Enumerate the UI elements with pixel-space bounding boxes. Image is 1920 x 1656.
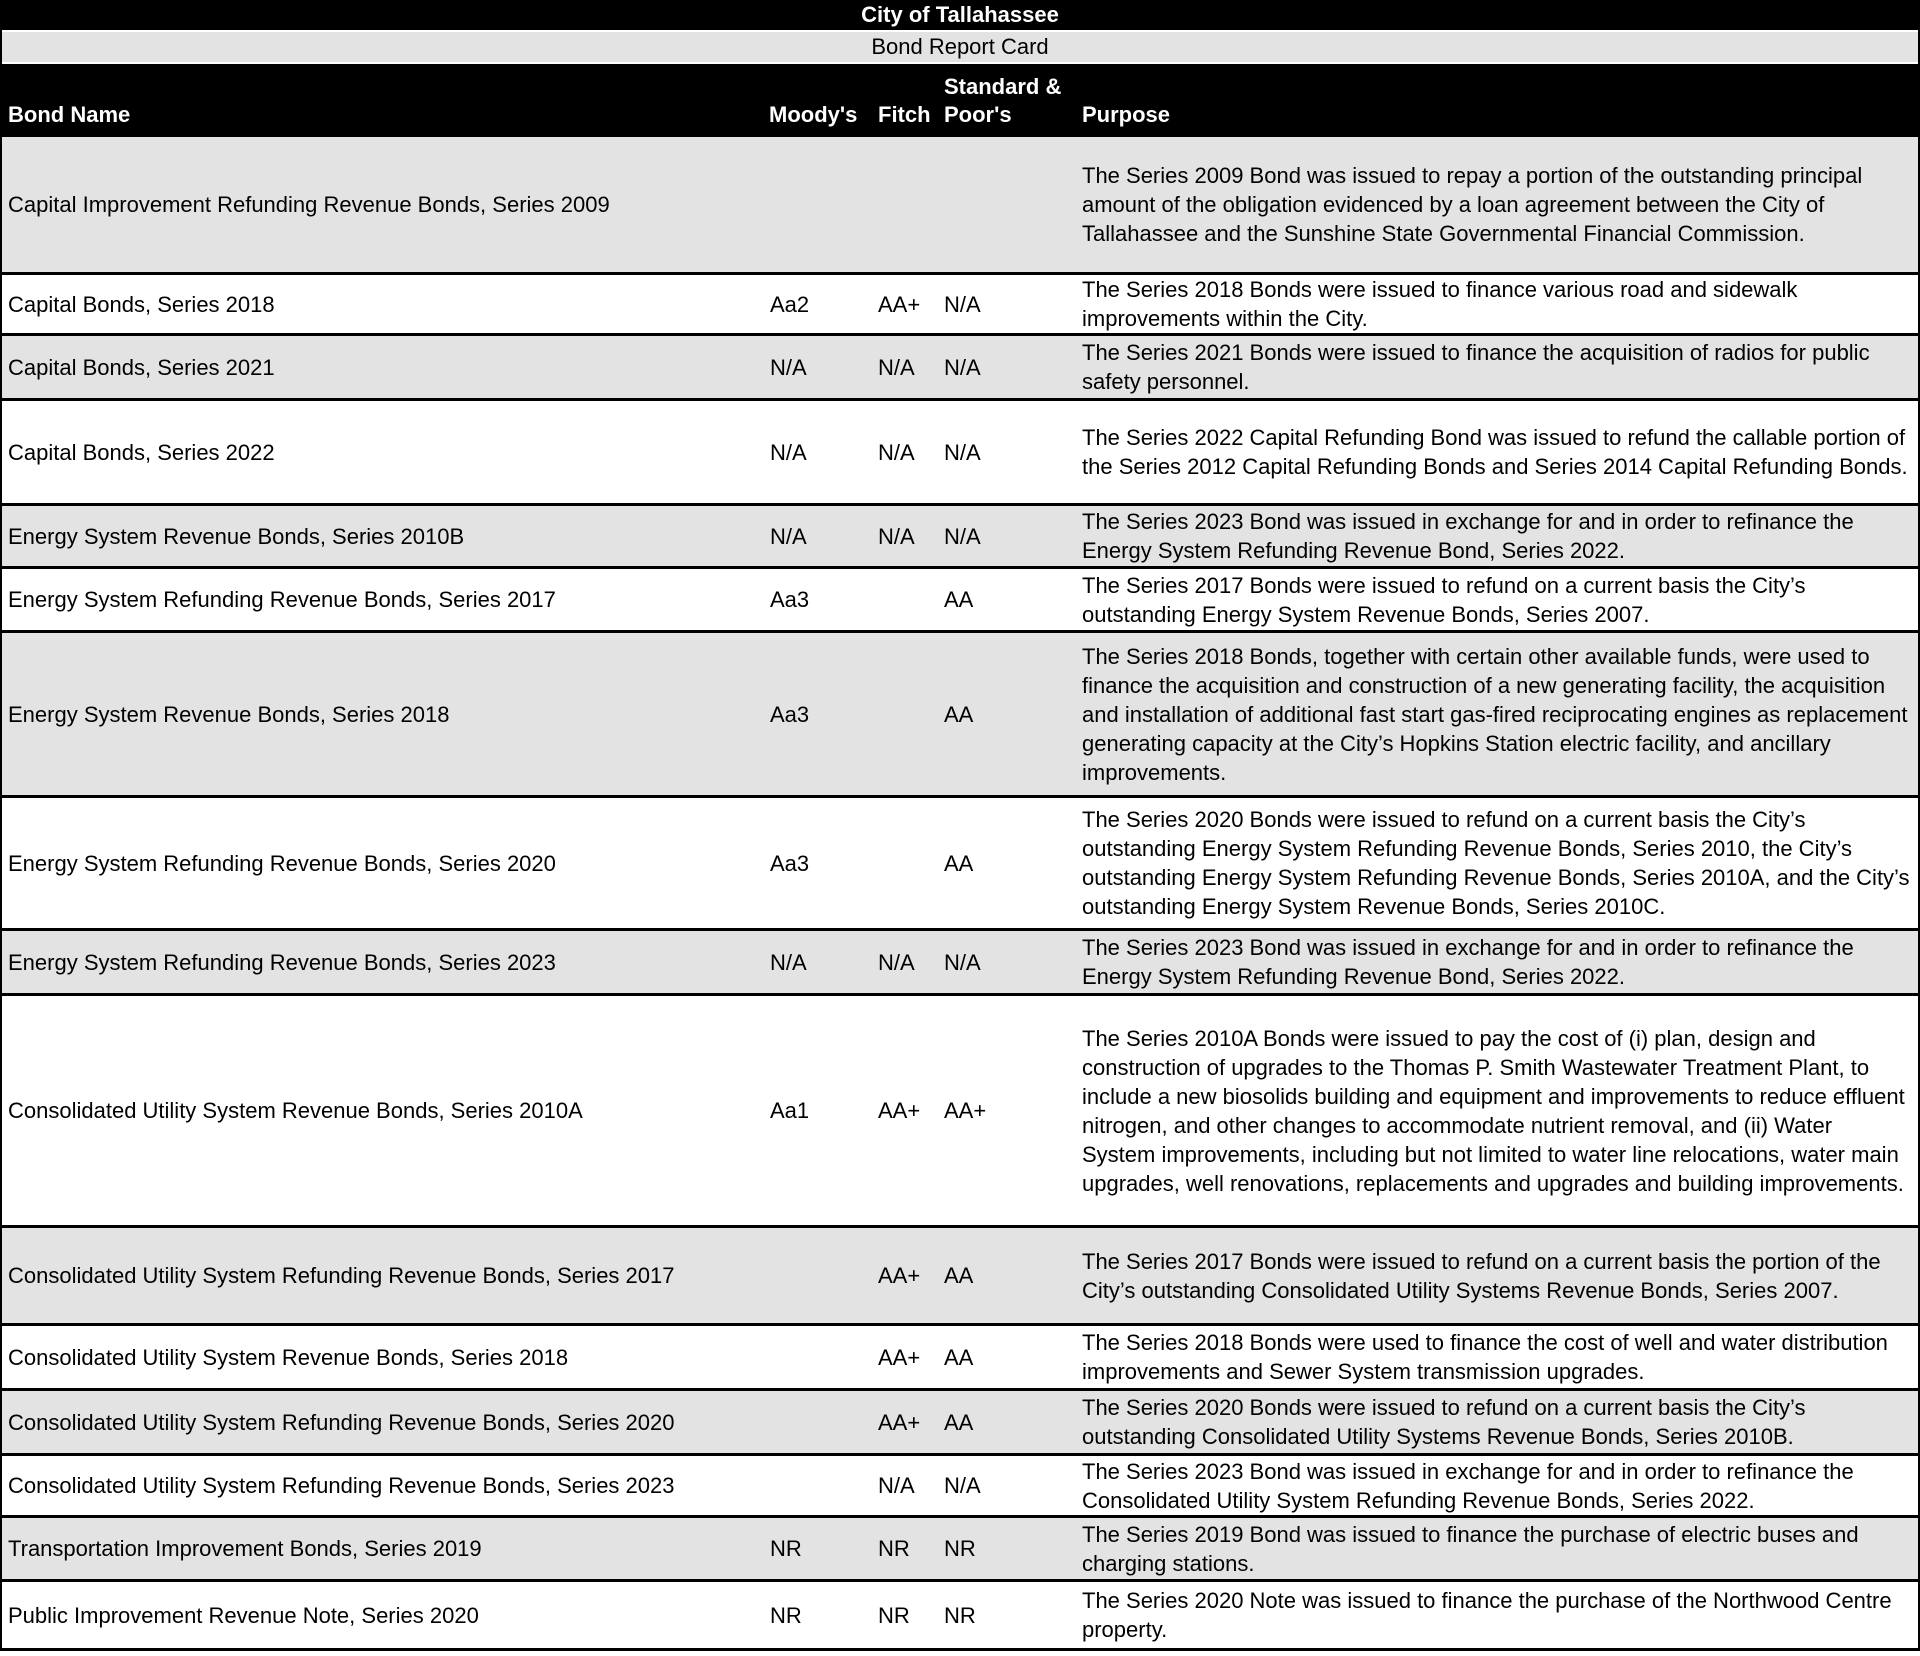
- moodys-rating-cell: [764, 931, 872, 993]
- column-header-bond-name: Bond Name: [8, 102, 131, 127]
- bond-name-cell: [2, 1391, 764, 1453]
- fitch-rating-value: AA+: [878, 1409, 921, 1435]
- fitch-rating-value: N/A: [878, 949, 915, 975]
- standard-and-poors-rating-cell: [938, 137, 1074, 272]
- standard-and-poors-rating-value: N/A: [944, 523, 981, 549]
- bond-name-cell: [2, 931, 764, 993]
- purpose-cell: [1074, 931, 1918, 993]
- purpose-cell: [1074, 1326, 1918, 1388]
- fitch-rating-value: AA+: [878, 1263, 921, 1288]
- bond-name-cell: [2, 1518, 764, 1579]
- standard-and-poors-rating-value: NR: [944, 1602, 976, 1628]
- report-subtitle: [2, 32, 1918, 62]
- moodys-rating-cell: [764, 1518, 872, 1579]
- standard-and-poors-rating-cell: [938, 1326, 1074, 1388]
- standard-and-poors-rating-cell: [938, 1582, 1074, 1648]
- column-header-purpose: Purpose: [1082, 102, 1171, 127]
- fitch-rating-cell: [872, 336, 938, 398]
- purpose-cell: [1074, 1456, 1918, 1515]
- fitch-rating-value: AA+: [878, 1344, 921, 1370]
- purpose-text: The Series 2009 Bond was issued to repay a portion of the outstanding principal amount of the obligation evidenced by a loan agreement between the City of Tallahassee and the Sunshine State Governmental Financial Commission.: [1082, 163, 1863, 246]
- fitch-rating-value: AA+: [878, 1098, 921, 1123]
- standard-and-poors-rating-cell: [938, 1391, 1074, 1453]
- moodys-rating-value: NR: [770, 1536, 802, 1561]
- moodys-rating-cell: [764, 1456, 872, 1515]
- standard-and-poors-rating-cell: [938, 275, 1074, 333]
- standard-and-poors-rating-value: N/A: [944, 439, 981, 465]
- purpose-text: The Series 2020 Bonds were issued to refund on a current basis the City’s outstanding Energy System Refunding Revenue Bonds, Series 2010, the City’s outstanding Energy System Refunding Revenue Bonds, Series 2010A, and the City’s outstanding Energy System Revenue Bonds, Series 2010C.: [1082, 807, 1910, 919]
- fitch-rating-cell: [872, 1456, 938, 1515]
- moodys-rating-cell: [764, 336, 872, 398]
- bond-name-cell: [2, 506, 764, 566]
- bond-name-cell: [2, 1326, 764, 1388]
- purpose-text: The Series 2018 Bonds were issued to finance various road and sidewalk improvements within the City.: [1082, 277, 1798, 331]
- standard-and-poors-rating-value: AA: [944, 587, 974, 612]
- fitch-rating-cell: [872, 798, 938, 928]
- column-header-moodys: Moody's: [769, 102, 858, 127]
- table-row: [2, 333, 1918, 398]
- table-row: [2, 993, 1918, 1225]
- purpose-text: The Series 2017 Bonds were issued to refund on a current basis the City’s outstanding Energy System Revenue Bonds, Series 2007.: [1082, 572, 1806, 627]
- bond-name-text: Capital Bonds, Series 2018: [8, 291, 275, 317]
- moodys-rating-cell: [764, 401, 872, 503]
- standard-and-poors-rating-value: AA+: [944, 1098, 987, 1123]
- table-row: [2, 398, 1918, 503]
- fitch-rating-cell: [872, 931, 938, 993]
- moodys-rating-cell: [764, 137, 872, 272]
- table-row: [2, 795, 1918, 928]
- moodys-rating-cell: [764, 1391, 872, 1453]
- purpose-cell: [1074, 1228, 1918, 1323]
- bond-name-text: Capital Bonds, Series 2022: [8, 439, 275, 465]
- table-row: [2, 928, 1918, 993]
- fitch-rating-value: N/A: [878, 439, 915, 465]
- bond-name-text: Consolidated Utility System Refunding Revenue Bonds, Series 2017: [8, 1263, 675, 1288]
- bond-name-text: Consolidated Utility System Revenue Bonds, Series 2018: [8, 1344, 569, 1370]
- moodys-rating-value: N/A: [770, 354, 807, 380]
- bond-name-cell: [2, 633, 764, 795]
- bond-name-cell: [2, 1582, 764, 1648]
- bond-name-cell: [2, 798, 764, 928]
- purpose-cell: [1074, 336, 1918, 398]
- fitch-rating-value: NR: [878, 1536, 910, 1561]
- fitch-rating-cell: [872, 1228, 938, 1323]
- fitch-rating-value: N/A: [878, 523, 915, 549]
- fitch-rating-value: NR: [878, 1602, 910, 1628]
- purpose-text: The Series 2023 Bond was issued in exchange for and in order to refinance the Energy System Refunding Revenue Bond, Series 2022.: [1082, 509, 1854, 563]
- purpose-cell: [1074, 569, 1918, 630]
- fitch-rating-value: N/A: [878, 354, 915, 380]
- standard-and-poors-rating-cell: [938, 633, 1074, 795]
- purpose-text: The Series 2020 Note was issued to finance the purchase of the Northwood Centre property.: [1082, 1588, 1892, 1642]
- table-row: [2, 272, 1918, 333]
- moodys-rating-value: Aa1: [770, 1098, 810, 1123]
- bond-table-body: [2, 134, 1918, 1648]
- moodys-rating-value: N/A: [770, 949, 807, 975]
- bond-name-text: Energy System Refunding Revenue Bonds, Series 2020: [8, 850, 556, 876]
- moodys-rating-cell: [764, 275, 872, 333]
- table-row: [2, 1225, 1918, 1323]
- standard-and-poors-rating-value: N/A: [944, 949, 981, 975]
- table-row: [2, 1579, 1918, 1648]
- table-row: [2, 1323, 1918, 1388]
- purpose-cell: [1074, 137, 1918, 272]
- standard-and-poors-rating-cell: [938, 1228, 1074, 1323]
- standard-and-poors-line2: Poor's: [944, 102, 1012, 127]
- standard-and-poors-rating-cell: [938, 1456, 1074, 1515]
- purpose-text: The Series 2023 Bond was issued in exchange for and in order to refinance the Energy System Refunding Revenue Bond, Series 2022.: [1082, 935, 1854, 989]
- purpose-text: The Series 2018 Bonds, together with certain other available funds, were used to finance the acquisition and construction of a new generating facility, the acquisition and installation of additional fast start gas-fired reciprocating engines as replacement generating capacity at the City’s Hopkins Station electric facility, and ancillary improvements.: [1082, 643, 1908, 785]
- moodys-rating-value: N/A: [770, 439, 807, 465]
- purpose-text: The Series 2023 Bond was issued in exchange for and in order to refinance the Consolidated Utility System Refunding Revenue Bonds, Series 2022.: [1082, 1458, 1854, 1513]
- moodys-rating-cell: [764, 633, 872, 795]
- standard-and-poors-line1: Standard &: [944, 74, 1062, 99]
- bond-name-text: Consolidated Utility System Refunding Revenue Bonds, Series 2020: [8, 1409, 675, 1435]
- fitch-rating-value: AA+: [878, 291, 921, 317]
- purpose-text: The Series 2010A Bonds were issued to pay the cost of (i) plan, design and construction of upgrades to the Thomas P. Smith Wastewater Treatment Plant, to include a new biosolids building and equipment and improvements to reduce effluent nitrogen, and other changes to accommodate nutrient removal, and (ii) Water System improvements, including but not limited to water line relocations, water main upgrades, well renovations, replacements and upgrades and building improvements.: [1082, 1025, 1905, 1196]
- report-title: [2, 0, 1918, 30]
- purpose-text: The Series 2020 Bonds were issued to refund on a current basis the City’s outstanding Consolidated Utility Systems Revenue Bonds, Series 2010B.: [1082, 1395, 1806, 1449]
- moodys-rating-cell: [764, 1582, 872, 1648]
- moodys-rating-value: Aa3: [770, 850, 810, 876]
- table-row: [2, 134, 1918, 272]
- standard-and-poors-rating-cell: [938, 401, 1074, 503]
- standard-and-poors-rating-cell: [938, 1518, 1074, 1579]
- bond-name-text: Energy System Revenue Bonds, Series 2018: [8, 701, 450, 727]
- standard-and-poors-rating-cell: [938, 506, 1074, 566]
- table-row: [2, 503, 1918, 566]
- standard-and-poors-rating-value: N/A: [944, 291, 981, 317]
- fitch-rating-cell: [872, 1391, 938, 1453]
- fitch-rating-cell: [872, 1582, 938, 1648]
- fitch-rating-cell: [872, 1326, 938, 1388]
- purpose-text: The Series 2019 Bond was issued to finance the purchase of electric buses and charging stations.: [1082, 1521, 1859, 1576]
- standard-and-poors-rating-value: AA: [944, 701, 974, 727]
- bond-name-text: Energy System Refunding Revenue Bonds, Series 2023: [8, 949, 556, 975]
- fitch-rating-cell: [872, 137, 938, 272]
- bond-name-text: Consolidated Utility System Refunding Revenue Bonds, Series 2023: [8, 1473, 675, 1498]
- fitch-rating-cell: [872, 275, 938, 333]
- column-header-fitch: Fitch: [878, 102, 931, 127]
- purpose-text: The Series 2018 Bonds were used to finance the cost of well and water distribution improvements and Sewer System transmission upgrades.: [1082, 1330, 1888, 1384]
- purpose-cell: [1074, 401, 1918, 503]
- fitch-rating-cell: [872, 633, 938, 795]
- standard-and-poors-rating-value: AA: [944, 1344, 974, 1370]
- moodys-rating-value: Aa3: [770, 587, 810, 612]
- bond-name-text: Capital Improvement Refunding Revenue Bonds, Series 2009: [8, 192, 610, 217]
- bond-name-cell: [2, 569, 764, 630]
- purpose-cell: [1074, 633, 1918, 795]
- standard-and-poors-rating-cell: [938, 569, 1074, 630]
- bond-name-text: Energy System Refunding Revenue Bonds, Series 2017: [8, 587, 556, 612]
- fitch-rating-cell: [872, 506, 938, 566]
- moodys-rating-value: N/A: [770, 523, 807, 549]
- table-row: [2, 1388, 1918, 1453]
- purpose-text: The Series 2017 Bonds were issued to refund on a current basis the portion of the City’s outstanding Consolidated Utility Systems Revenue Bonds, Series 2007.: [1082, 1248, 1881, 1303]
- fitch-rating-cell: [872, 996, 938, 1225]
- moodys-rating-cell: [764, 798, 872, 928]
- standard-and-poors-rating-value: NR: [944, 1536, 976, 1561]
- table-row: [2, 566, 1918, 630]
- moodys-rating-cell: [764, 996, 872, 1225]
- bond-name-cell: [2, 1456, 764, 1515]
- purpose-cell: [1074, 506, 1918, 566]
- table-row: [2, 1453, 1918, 1515]
- purpose-cell: [1074, 798, 1918, 928]
- purpose-cell: [1074, 1582, 1918, 1648]
- bond-name-text: Consolidated Utility System Revenue Bonds, Series 2010A: [8, 1098, 583, 1123]
- fitch-rating-value: N/A: [878, 1473, 915, 1498]
- moodys-rating-cell: [764, 1228, 872, 1323]
- moodys-rating-cell: [764, 569, 872, 630]
- purpose-cell: [1074, 996, 1918, 1225]
- standard-and-poors-rating-value: AA: [944, 1409, 974, 1435]
- bond-name-text: Energy System Revenue Bonds, Series 2010B: [8, 523, 465, 549]
- purpose-cell: [1074, 275, 1918, 333]
- report-title-text: City of Tallahassee: [861, 2, 1059, 27]
- moodys-rating-cell: [764, 1326, 872, 1388]
- bond-name-cell: [2, 275, 764, 333]
- moodys-rating-cell: [764, 506, 872, 566]
- bond-name-cell: [2, 1228, 764, 1323]
- standard-and-poors-rating-cell: [938, 336, 1074, 398]
- bond-name-text: Transportation Improvement Bonds, Series 2019: [8, 1536, 482, 1561]
- table-header-row: [2, 64, 1918, 134]
- standard-and-poors-rating-value: N/A: [944, 354, 981, 380]
- purpose-text: The Series 2022 Capital Refunding Bond was issued to refund the callable portion of the Series 2012 Capital Refunding Bonds and Series 2014 Capital Refunding Bonds.: [1082, 425, 1908, 479]
- purpose-text: The Series 2021 Bonds were issued to finance the acquisition of radios for public safety personnel.: [1082, 340, 1870, 394]
- standard-and-poors-rating-value: N/A: [944, 1473, 981, 1498]
- moodys-rating-value: NR: [770, 1602, 802, 1628]
- fitch-rating-cell: [872, 1518, 938, 1579]
- standard-and-poors-rating-cell: [938, 996, 1074, 1225]
- moodys-rating-value: Aa2: [770, 291, 810, 317]
- bond-name-cell: [2, 336, 764, 398]
- table-row: [2, 1515, 1918, 1579]
- report-subtitle-text: Bond Report Card: [871, 34, 1049, 59]
- moodys-rating-value: Aa3: [770, 701, 810, 727]
- standard-and-poors-rating-cell: [938, 798, 1074, 928]
- fitch-rating-cell: [872, 569, 938, 630]
- fitch-rating-cell: [872, 401, 938, 503]
- standard-and-poors-rating-cell: [938, 931, 1074, 993]
- table-row: [2, 630, 1918, 795]
- purpose-cell: [1074, 1518, 1918, 1579]
- column-header-standard-and-poors: [938, 73, 1074, 129]
- bond-name-text: Public Improvement Revenue Note, Series 2020: [8, 1602, 479, 1628]
- bond-name-cell: [2, 996, 764, 1225]
- bond-name-text: Capital Bonds, Series 2021: [8, 354, 275, 380]
- standard-and-poors-rating-value: AA: [944, 1263, 974, 1288]
- bond-name-cell: [2, 401, 764, 503]
- bond-name-cell: [2, 137, 764, 272]
- standard-and-poors-rating-value: AA: [944, 850, 974, 876]
- purpose-cell: [1074, 1391, 1918, 1453]
